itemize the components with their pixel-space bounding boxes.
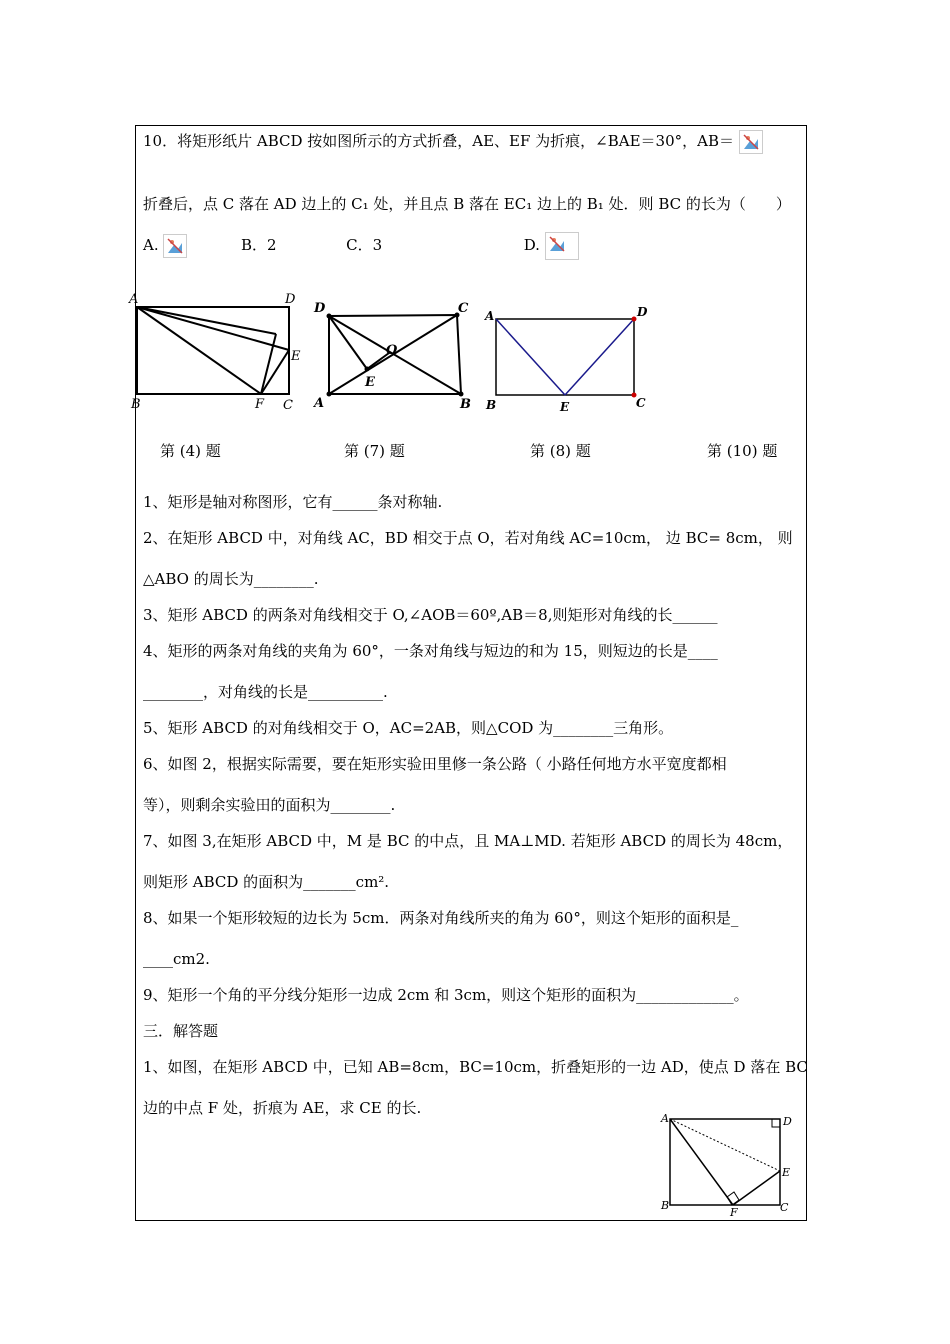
label-d: D xyxy=(783,1115,792,1128)
label-b: B xyxy=(460,397,471,412)
fill-q8-line2: ____cm2. xyxy=(143,950,210,968)
label-c: C xyxy=(780,1201,789,1214)
label-e: E xyxy=(365,375,375,390)
fill-q6-line2: 等），则剩余实验田的面积为________. xyxy=(143,796,396,814)
fill-q6-line1: 6、如图 2，根据实际需要，要在矩形实验田里修一条公路（ 小路任何地方水平宽度都相 xyxy=(143,755,727,773)
broken-image-icon xyxy=(545,232,579,260)
label-a: A xyxy=(485,309,495,323)
q10-options xyxy=(143,232,579,260)
label-e: E xyxy=(560,400,570,414)
fill-q4-line1: 4、矩形的两条对角线的夹角为 60°，一条对角线与短边的和为 15，则短边的长是____ xyxy=(143,642,718,660)
fill-q3: 3、矩形 ABCD 的两条对角线相交于 O,∠AOB＝60º,AB＝8,则矩形对角线的长______ xyxy=(143,606,718,624)
label-b: B xyxy=(486,398,497,412)
q10-line2: 折叠后，点 C 落在 AD 边上的 C₁ 处，并且点 B 落在 EC₁ 边上的 B₁ 处．则 BC 的长为（ ） xyxy=(143,195,791,213)
caption-fig7: 第 (7) 题 xyxy=(344,442,405,460)
label-d: D xyxy=(314,301,326,316)
fill-q5: 5、矩形 ABCD 的对角线相交于 O，AC=2AB，则△COD 为________三角形。 xyxy=(143,719,674,737)
broken-image-icon xyxy=(739,130,763,154)
fill-q4-line2: ________，对角线的长是__________. xyxy=(143,683,388,701)
label-a: A xyxy=(314,396,325,411)
label-f: F xyxy=(255,397,265,412)
option-b: B．2 xyxy=(240,236,277,254)
label-d: D xyxy=(285,292,296,307)
fill-q2-line1: 2、在矩形 ABCD 中，对角线 AC，BD 相交于点 O，若对角线 AC=10cm， 边 BC= 8cm， 则 xyxy=(143,529,793,547)
fill-q1: 1、矩形是轴对称图形，它有______条对称轴. xyxy=(143,493,443,511)
answer-q1-line2: 边的中点 F 处，折痕为 AE，求 CE 的长. xyxy=(143,1099,422,1117)
caption-fig10: 第 (10) 题 xyxy=(707,442,778,460)
option-a: A. xyxy=(143,236,159,254)
figure-8 xyxy=(483,304,663,416)
label-a: A xyxy=(129,292,139,307)
figure-4 xyxy=(128,288,308,416)
label-e: E xyxy=(782,1166,791,1179)
caption-fig4: 第 (4) 题 xyxy=(160,442,221,460)
figure-answer xyxy=(656,1108,796,1218)
label-c: C xyxy=(458,301,469,316)
caption-band xyxy=(136,418,804,466)
label-c: C xyxy=(636,396,646,410)
answer-q1-line1: 1、如图，在矩形 ABCD 中，已知 AB=8cm，BC=10cm，折叠矩形的一边 AD，使点 D 落在 BC xyxy=(143,1058,808,1076)
caption-fig8: 第 (8) 题 xyxy=(530,442,591,460)
label-f: F xyxy=(730,1206,738,1218)
label-a: A xyxy=(661,1112,669,1125)
q10-text: 10．将矩形纸片 ABCD 按如图所示的方式折叠，AE、EF 为折痕，∠BAE＝30°，AB＝ xyxy=(143,132,734,150)
label-c: C xyxy=(283,398,293,413)
label-b: B xyxy=(661,1199,670,1212)
section3-title: 三．解答题 xyxy=(143,1022,219,1040)
fill-q8-line1: 8、如果一个矩形较短的边长为 5cm．两条对角线所夹的角为 60°，则这个矩形的面积是_ xyxy=(143,909,739,927)
figure-7 xyxy=(310,296,480,416)
fill-q2-line2: △ABO 的周长为________. xyxy=(143,570,319,588)
label-o: O xyxy=(386,343,398,358)
fill-q7-line2: 则矩形 ABCD 的面积为_______cm². xyxy=(143,873,390,891)
label-d: D xyxy=(637,305,648,319)
q10-line1 xyxy=(143,130,763,154)
option-d: D. xyxy=(523,236,540,254)
option-c: C．3 xyxy=(346,236,383,254)
fill-q9: 9、矩形一个角的平分线分矩形一边成 2cm 和 3cm，则这个矩形的面积为_____________。 xyxy=(143,986,749,1004)
label-b: B xyxy=(131,397,141,412)
broken-image-icon xyxy=(163,234,187,258)
label-e: E xyxy=(291,349,301,364)
fill-q7-line1: 7、如图 3,在矩形 ABCD 中，M 是 BC 的中点，且 MA⊥MD. 若矩形 ABCD 的周长为 48cm， xyxy=(143,832,793,850)
